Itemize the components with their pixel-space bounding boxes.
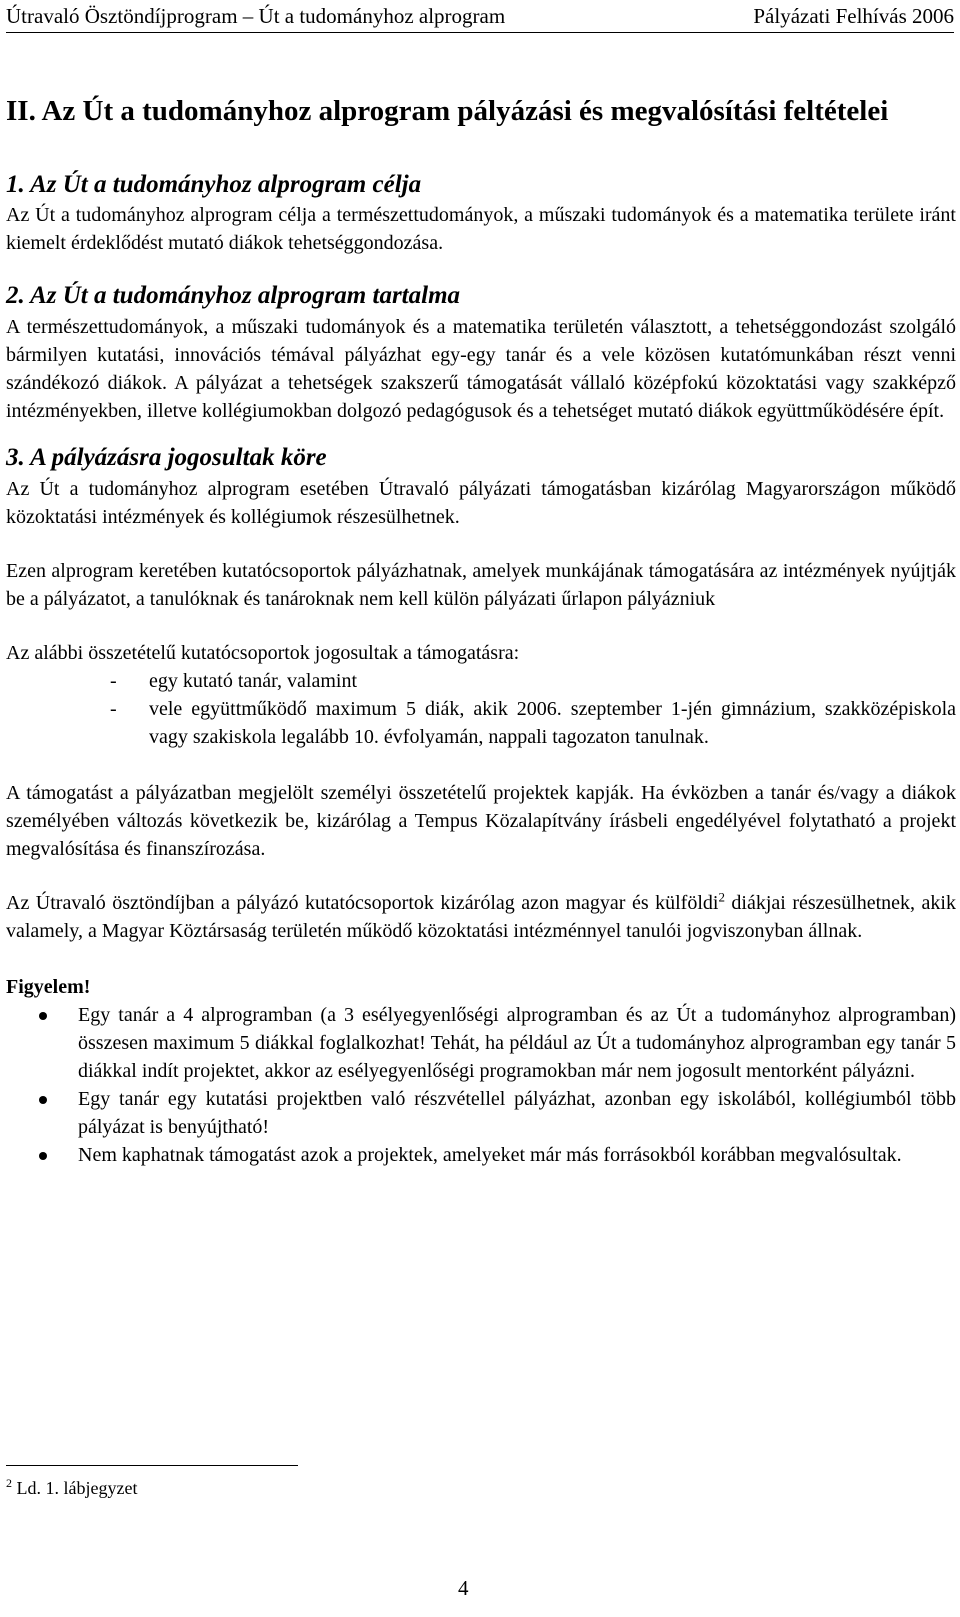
section-3-paragraph-3: Az alábbi összetételű kutatócsoportok jogosultak a támogatásra: bbox=[6, 642, 520, 664]
page-number: 4 bbox=[458, 1576, 469, 1600]
dash-marker: - bbox=[110, 698, 117, 720]
bullet-item-text: Egy tanár a 4 alprogramban (a 3 esélyegyenlőségi alprogramban és az Út a tudományhoz alprogramban) összesen maximum 5 diákkal foglalkozhat! Tehát, ha például az Út a tudományhoz alprogramban egy tanár 5 diákkal indít projektet, akkor az esélyegyenlőségi programokban már nem jogosult mentorként pályázni. bbox=[78, 1004, 956, 1082]
bullet-item-text: Nem kaphatnak támogatást azok a projektek, amelyeket már más forrásokból korábban megvalósultak. bbox=[78, 1144, 902, 1166]
section-3-heading: 3. A pályázásra jogosultak köre bbox=[6, 444, 327, 471]
footnote-text: Ld. 1. lábjegyzet bbox=[12, 1478, 138, 1498]
footnote-reference: 2 bbox=[718, 889, 725, 905]
paragraph-5-text: Az Útravaló ösztöndíjban a pályázó kutatócsoportok kizárólag azon magyar és külföldi bbox=[6, 892, 719, 914]
paragraph-5-continuation: diákjai részesülhetnek, akik valamely, a Magyar Köztársaság területén működő közoktatási intézménnyel tanulói jogviszonyban állnak. bbox=[6, 892, 956, 942]
attention-bullet-list bbox=[6, 1001, 956, 1169]
footnote-number: 2 bbox=[6, 1476, 12, 1490]
footnote bbox=[6, 1476, 137, 1499]
header-left-text: Útravaló Ösztöndíjprogram – Út a tudományhoz alprogram bbox=[6, 4, 506, 28]
bullet-item-text: Egy tanár egy kutatási projektben való részvétellel pályázhat, azonban egy iskolából, kollégiumból több pályázat is benyújtható! bbox=[78, 1088, 956, 1138]
section-2-paragraph: A természettudományok, a műszaki tudományok és a matematika területén választott, a tehetséggondozást szolgáló bármilyen kutatási, innovációs témával pályázhat egy-egy tanár és a vele közösen kutatómunkában részt venni szándékozó diákok. A pályázat a tehetségek szakszerű támogatását vállaló középfokú közoktatási vagy szakképző intézményekben, illetve kollégiumokban dolgozó pedagógusok és a tehetséget mutató diákok együttműködésére épít. bbox=[6, 316, 956, 422]
section-3-paragraph-1: Az Út a tudományhoz alprogram esetében Útravaló pályázati támogatásban kizárólag Magyarországon működő közoktatási intézmények és kollégiumok részesülhetnek. bbox=[6, 478, 956, 528]
dash-list-item bbox=[6, 667, 956, 695]
main-content bbox=[6, 92, 956, 1169]
section-3-paragraph-5 bbox=[6, 889, 956, 945]
bullet-list-item bbox=[6, 1001, 956, 1085]
page-header bbox=[6, 4, 954, 33]
eligibility-dash-list bbox=[6, 667, 956, 751]
dash-marker: - bbox=[110, 670, 117, 692]
footnote-separator bbox=[6, 1465, 298, 1466]
section-3-paragraph-4: A támogatást a pályázatban megjelölt személyi összetételű projektek kapják. Ha évközben a tanár és/vagy a diákok személyében változás következik be, kizárólag a Tempus Közalapítvány írásbeli engedélyével folytatható a projekt megvalósítása és finanszírozása. bbox=[6, 782, 956, 860]
bullet-list-item bbox=[6, 1141, 956, 1169]
section-1-heading: 1. Az Út a tudományhoz alprogram célja bbox=[6, 171, 422, 198]
header-right-text: Pályázati Felhívás 2006 bbox=[753, 4, 954, 28]
dash-list-item bbox=[6, 695, 956, 751]
bullet-list-item bbox=[6, 1085, 956, 1141]
page-title: II. Az Út a tudományhoz alprogram pályázási és megvalósítási feltételei bbox=[6, 95, 889, 127]
bullet-icon bbox=[39, 1152, 47, 1160]
section-1-paragraph: Az Út a tudományhoz alprogram célja a természettudományok, a műszaki tudományok és a matematika területe iránt kiemelt érdeklődést mutató diákok tehetséggondozása. bbox=[6, 204, 956, 254]
section-2-heading: 2. Az Út a tudományhoz alprogram tartalma bbox=[6, 282, 461, 309]
dash-list-item-text: egy kutató tanár, valamint bbox=[149, 670, 358, 692]
dash-list-item-text: vele együttműködő maximum 5 diák, akik 2006. szeptember 1-jén gimnázium, szakközépiskola vagy szakiskola legalább 10. évfolyamán, nappali tagozaton tanulnak. bbox=[149, 698, 956, 748]
attention-label: Figyelem! bbox=[6, 976, 91, 998]
bullet-icon bbox=[39, 1012, 47, 1020]
bullet-icon bbox=[39, 1096, 47, 1104]
section-3-paragraph-2: Ezen alprogram keretében kutatócsoportok pályázhatnak, amelyek munkájának támogatására az intézmények nyújtják be a pályázatot, a tanulóknak és tanároknak nem kell külön pályázati űrlapon pályázniuk bbox=[6, 560, 956, 610]
